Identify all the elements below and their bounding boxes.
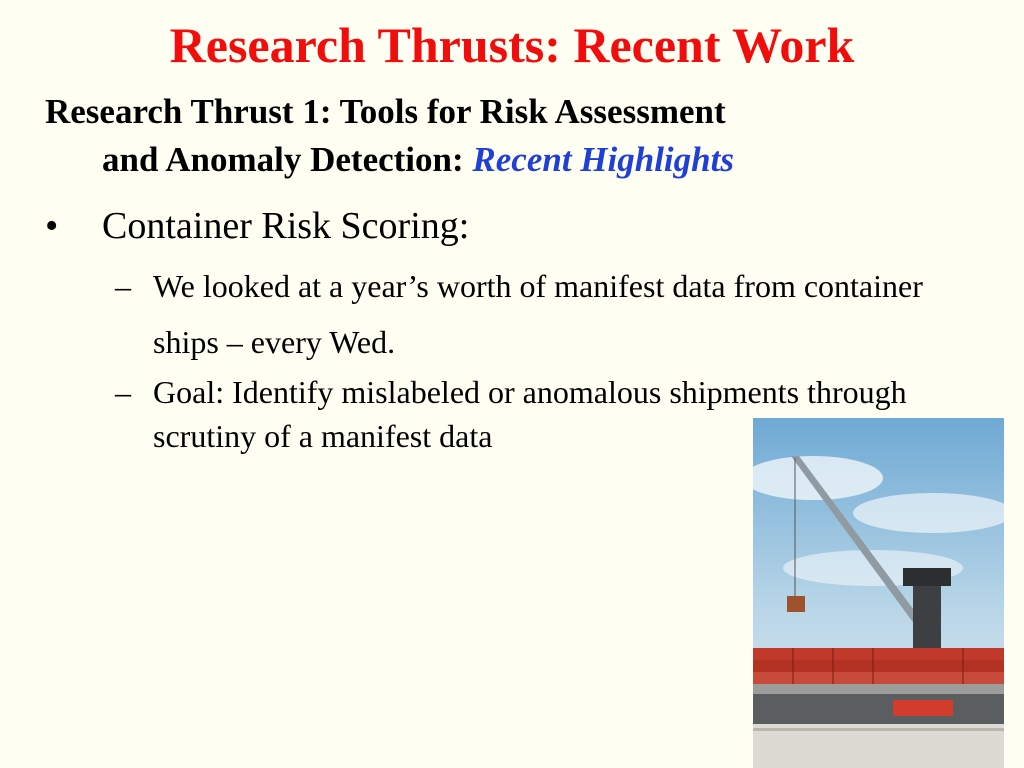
research-thrust-heading xyxy=(45,88,965,184)
recent-highlights-text: Recent Highlights xyxy=(472,140,734,179)
heading-line-1: Research Thrust 1: Tools for Risk Assessment xyxy=(45,92,726,131)
sub-bullet-text: We looked at a year’s worth of manifest data from container ships – every Wed. xyxy=(153,268,923,360)
sub-bullet-marker: – xyxy=(115,268,131,304)
container-ship-crane-photo xyxy=(753,418,1004,768)
bullet-text: Container Risk Scoring: xyxy=(102,205,470,247)
bullet-marker: • xyxy=(45,205,59,247)
bullet-container-risk-scoring xyxy=(45,201,469,251)
heading-line-2-text: and Anomaly Detection: xyxy=(102,140,473,179)
sub-bullet-text: Goal: Identify mislabeled or anomalous shipments through scrutiny of a manifest data xyxy=(153,374,907,454)
sub-bullet-manifest-data xyxy=(115,258,985,370)
heading-line-2 xyxy=(45,136,965,184)
sub-bullet-marker: – xyxy=(115,374,131,410)
slide-title: Research Thrusts: Recent Work xyxy=(169,17,855,73)
